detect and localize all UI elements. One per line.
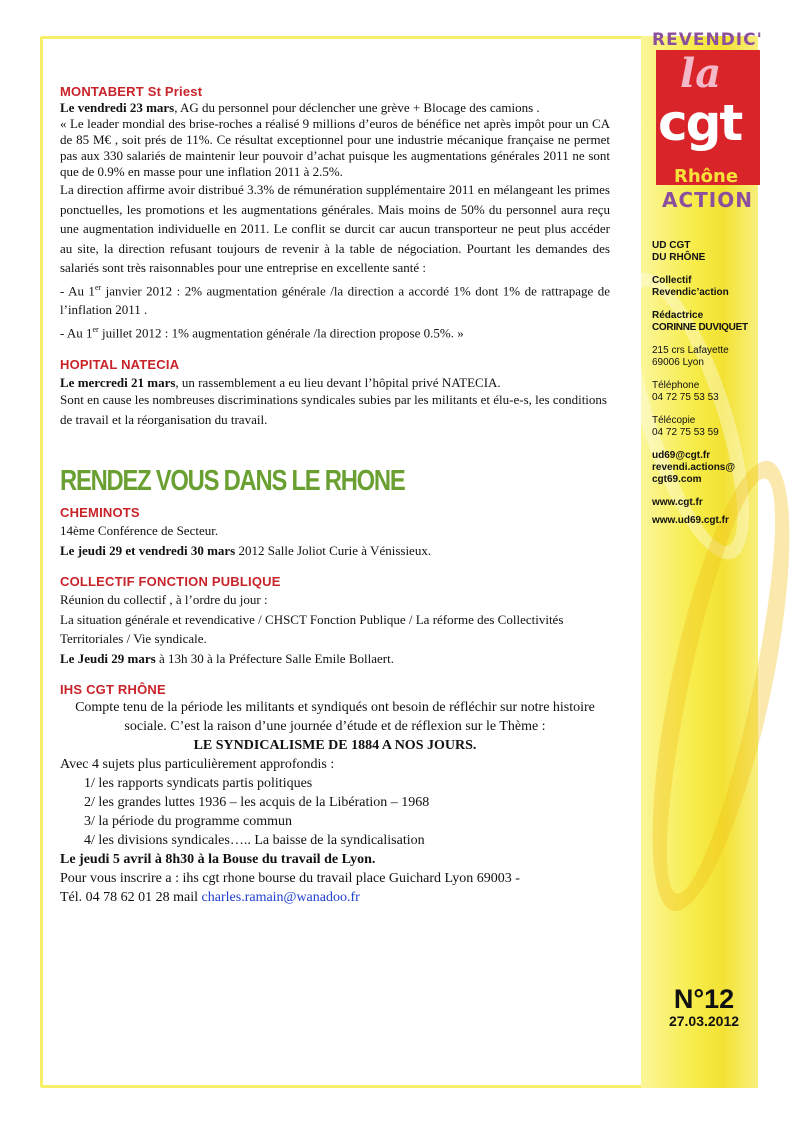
issue-number: N°12: [673, 984, 735, 1014]
ihs-date: Le jeudi 5 avril à 8h30 à la Bouse du travail de Lyon.: [60, 852, 376, 868]
ihs-email-link[interactable]: charles.ramain@wanadoo.fr: [201, 890, 360, 906]
natecia-line-2: Sont en cause les nombreuses discriminations syndicales subies par les militants et élu-e-s, les conditions de travail et la réorganisation du travail.: [60, 392, 607, 427]
section-title-montabert: MONTABERT St Priest: [60, 84, 203, 99]
section-title-ihs: IHS CGT RHÔNE: [60, 682, 166, 698]
fax-label: Télécopie: [652, 415, 696, 426]
section-title-cheminots: CHEMINOTS: [60, 505, 140, 521]
sidebar-contact: [652, 240, 762, 538]
email-link-2b[interactable]: cgt69.com: [652, 474, 702, 485]
org-name: UD CGT: [652, 240, 691, 251]
email-link-2[interactable]: revendi.actions@: [652, 462, 736, 473]
montabert-para: La direction affirme avoir distribué 3.3% de rémunération supplémentaire 2011 en mélangeant les primes ponctuelles, les promotions et les augmentations générales. Mais moins de 50% du personnel aura reçu une augmentation individuelle en 2011. Le conflit se durcit car aucun transporteur ne peut plus accéder au site, la direction refusant toujours de revenir à la table de négociation. Pourtant les demandes des salariés sont très raisonnables pour une entreprise en excellente santé :: [60, 182, 610, 275]
logo-action: ACTION: [662, 188, 753, 212]
address-city: 69006 Lyon: [652, 357, 704, 368]
address-line: 215 crs Lafayette: [652, 345, 729, 356]
ihs-line-4: Tél. 04 78 62 01 28 mail charles.ramain@wanadoo.fr: [60, 890, 360, 906]
cgt-logo: [652, 30, 764, 215]
main-content: [60, 84, 610, 907]
section-title-fonction: COLLECTIF FONCTION PUBLIQUE: [60, 574, 281, 590]
ihs-item: 3/ la période du programme commun: [84, 814, 292, 830]
website-link[interactable]: www.cgt.fr: [652, 497, 703, 508]
ihs-theme: LE SYNDICALISME DE 1884 A NOS JOURS.: [193, 738, 477, 754]
website-link-2[interactable]: www.ud69.cgt.fr: [652, 515, 729, 526]
org-name-2: DU RHÔNE: [652, 252, 706, 263]
logo-rhone: Rhône: [674, 166, 739, 187]
ihs-item: 1/ les rapports syndicats partis politiques: [84, 776, 313, 792]
collectif-name: Revendic’action: [652, 287, 729, 298]
ihs-item: 2/ les grandes luttes 1936 – les acquis de la Libération – 1968: [84, 795, 430, 811]
phone-label: Téléphone: [652, 380, 700, 391]
ihs-line-2: Avec 4 sujets plus particulièrement approfondis :: [60, 757, 335, 773]
email-link[interactable]: ud69@cgt.fr: [652, 450, 711, 461]
cheminots-line-2: Le jeudi 29 et vendredi 30 mars 2012 Salle Joliot Curie à Vénissieux.: [60, 542, 432, 558]
issue-date: 27.03.2012: [668, 1013, 740, 1029]
section-title-natecia: HOPITAL NATECIA: [60, 356, 180, 372]
montabert-intro: Le vendredi 23 mars, AG du personnel pour déclencher une grève + Blocage des camions .: [60, 100, 540, 115]
issue-block: [652, 984, 756, 1029]
ihs-item: 4/ les divisions syndicales….. La baisse de la syndicalisation: [84, 833, 425, 849]
ihs-line-3: Pour vous inscrire a : ihs cgt rhone bourse du travail place Guichard Lyon 69003 -: [60, 871, 520, 887]
montabert-item-1: - Au 1er janvier 2012 : 2% augmentation générale /la direction a accordé 1% dont 1% de rattrapage de l’inflation 2011 .: [60, 282, 611, 318]
collectif-label: Collectif: [652, 275, 692, 286]
ihs-line-1: Compte tenu de la période les militants et syndiqués ont besoin de réfléchir sur notre histoire sociale. C’est la raison d’une journée d’étude et de réflexion sur le Thème :: [75, 700, 595, 735]
montabert-item-2: - Au 1er juillet 2012 : 1% augmentation générale /la direction propose 0.5%. »: [60, 324, 464, 341]
editor-label: Rédactrice: [652, 310, 704, 321]
fonction-line-3: Le Jeudi 29 mars à 13h 30 à la Préfecture Salle Emile Bollaert.: [60, 650, 394, 666]
montabert-quote: « Le leader mondial des brise-roches a réalisé 9 millions d’euros de bénéfice net après impôt pour un CA de 85 M€ , soit prés de 11%. Ce résultat exceptionnel pour une industrie mécanique française ne permet pas aux 330 salariés de maintenir leur pouvoir d’achat puisque les augmentations générales 2011 ne sont que de 0.9% en masse pour une inflation 2011 à 2.5%.: [60, 116, 610, 179]
cheminots-line-1: 14ème Conférence de Secteur.: [60, 523, 219, 539]
logo-revendic: REVENDIC': [652, 30, 763, 50]
fonction-line-1: Réunion du collectif , à l’ordre du jour :: [60, 592, 268, 608]
fonction-line-2: La situation générale et revendicative / CHSCT Fonction Publique / La réforme des Collectivités Territoriales / Vie syndicale.: [60, 611, 564, 647]
ihs-body: [60, 698, 610, 907]
logo-la: la: [680, 50, 722, 97]
natecia-line-1: Le mercredi 21 mars, un rassemblement a eu lieu devant l’hôpital privé NATECIA.: [60, 374, 501, 390]
phone-number: 04 72 75 53 53: [652, 392, 719, 403]
rdv-heading: RENDEZ VOUS DANS LE RHONE: [60, 465, 405, 498]
fax-number: 04 72 75 53 59: [652, 427, 719, 438]
logo-cgt: cgt: [658, 94, 742, 152]
editor-name: CORINNE DUVIQUET: [652, 322, 748, 333]
